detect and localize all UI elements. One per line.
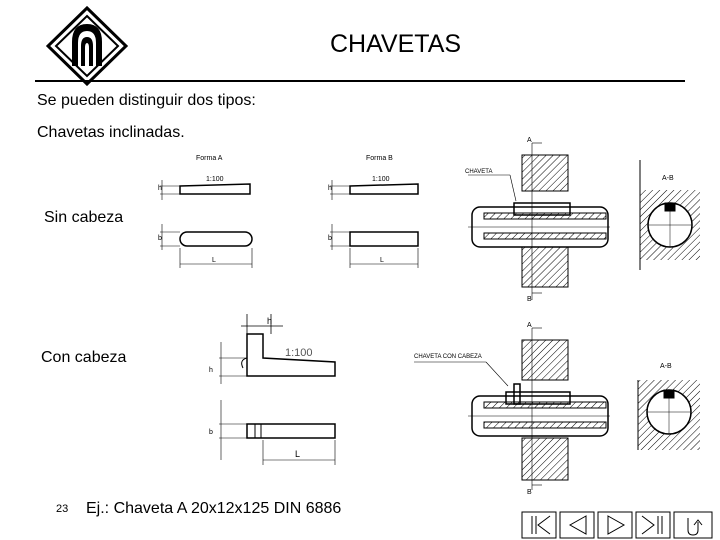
- institution-logo: [46, 6, 128, 86]
- dim-h-b: h: [328, 185, 332, 192]
- taper-label-head: 1:100: [285, 347, 313, 359]
- next-slide-icon[interactable]: [598, 512, 632, 538]
- key-forms-drawing: [150, 150, 430, 270]
- dim-b-a: b: [158, 235, 162, 242]
- section-ab-label: A-B: [662, 175, 674, 182]
- taper-label-a: 1:100: [206, 176, 224, 183]
- return-icon[interactable]: [674, 512, 712, 538]
- section-heading: Chavetas inclinadas.: [37, 124, 185, 141]
- dim-b-b: b: [328, 235, 332, 242]
- chaveta-label: CHAVETA: [465, 169, 493, 175]
- dim-l-a: L: [212, 257, 216, 264]
- section-a-label-2: A: [527, 322, 532, 329]
- title-divider: [35, 80, 685, 82]
- intro-text: Se pueden distinguir dos tipos:: [37, 92, 256, 109]
- dim-h-a: h: [158, 185, 162, 192]
- label-sin-cabeza: Sin cabeza: [44, 209, 124, 226]
- section-b-label-2: B: [527, 489, 532, 495]
- section-a-label: A: [527, 137, 532, 144]
- label-con-cabeza: Con cabeza: [41, 349, 127, 366]
- slide-title: CHAVETAS: [330, 30, 462, 58]
- section-b-label: B: [527, 296, 532, 303]
- gib-head-key-drawing: [205, 310, 345, 470]
- key-assembly-drawing: [460, 135, 710, 305]
- first-slide-icon[interactable]: [522, 512, 556, 538]
- taper-label-b: 1:100: [372, 176, 390, 183]
- last-slide-icon[interactable]: [636, 512, 670, 538]
- page-number: 23: [56, 503, 69, 515]
- example-text: Ej.: Chaveta A 20x12x125 DIN 6886: [86, 500, 342, 517]
- dim-l-b: L: [380, 257, 384, 264]
- forma-a-label: Forma A: [196, 155, 223, 162]
- previous-slide-icon[interactable]: [560, 512, 594, 538]
- forma-b-label: Forma B: [366, 155, 393, 162]
- dim-l-gib: L: [295, 449, 301, 459]
- slide-navigation: [520, 510, 716, 540]
- gib-head-assembly-drawing: [410, 320, 710, 495]
- chaveta-con-cabeza-label: CHAVETA CON CABEZA: [414, 354, 482, 360]
- dim-h-head: h: [267, 316, 273, 326]
- section-ab-label-2: A-B: [660, 363, 672, 370]
- dim-h-gib: h: [209, 367, 213, 374]
- dim-b-gib: b: [209, 429, 213, 436]
